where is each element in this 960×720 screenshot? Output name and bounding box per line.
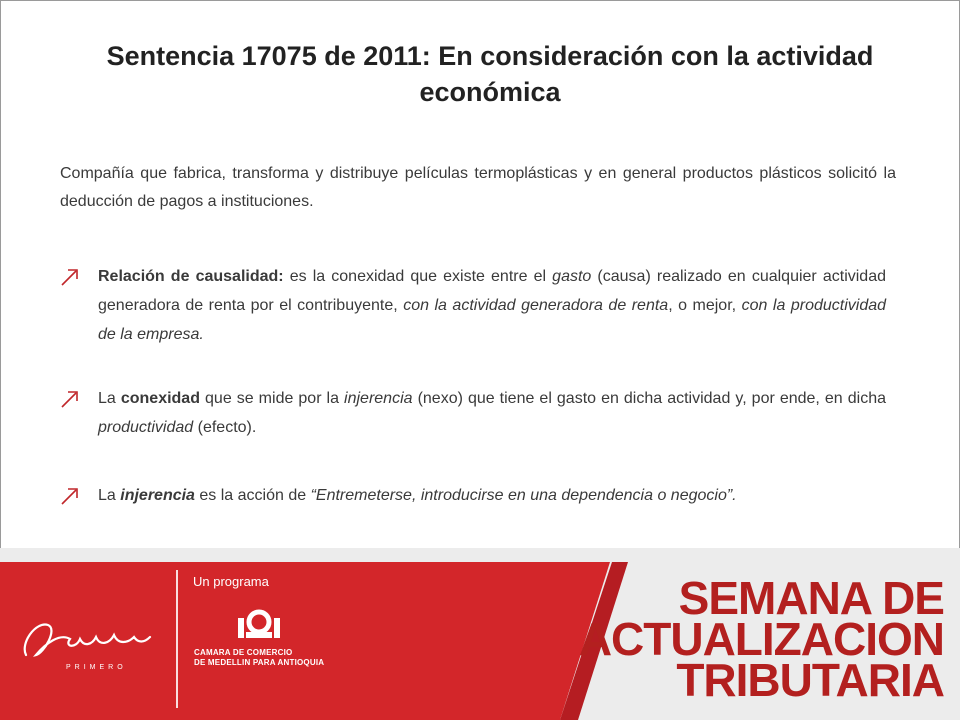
diagonal-arrow-icon xyxy=(60,267,80,287)
footer-banner xyxy=(0,548,960,720)
bullet-fragment: productividad xyxy=(98,419,194,436)
bullet-item xyxy=(60,384,886,442)
semana-line-2: ACTUALIZACION xyxy=(578,613,944,665)
bullet-item xyxy=(60,262,886,349)
semana-line-3: TRIBUTARIA xyxy=(676,654,944,706)
bullet-fragment: que se mide por la xyxy=(199,390,345,407)
camara-line-2: DE MEDELLIN PARA ANTIOQUIA xyxy=(194,658,325,667)
bullet-fragment: conexidad xyxy=(120,390,200,407)
bullet-fragment: con la actividad generadora de renta xyxy=(403,297,669,314)
bullet-item xyxy=(60,481,886,510)
afiliado-logo xyxy=(18,603,158,673)
intro-paragraph: Compañía que fabrica, transforma y distribuye películas termoplásticas y en general productos plásticos solicitó la deducción de pagos a instituciones. xyxy=(60,165,896,210)
footer-separator xyxy=(176,570,178,708)
bullet-fragment: gasto xyxy=(552,268,592,285)
diagonal-arrow-icon xyxy=(60,486,80,506)
slide-title: Sentencia 17075 de 2011: En consideración con la actividad económica xyxy=(106,41,874,107)
bullet-fragment: con la productividad de la empresa. xyxy=(98,297,887,343)
bullet-fragment: “Entremeterse, introducirse en una dependencia o negocio”. xyxy=(310,487,737,504)
bullet-fragment: La xyxy=(98,487,121,504)
diagonal-arrow-icon xyxy=(60,389,80,409)
bullet-text xyxy=(98,384,886,442)
svg-text:PRIMERO: PRIMERO xyxy=(66,664,127,671)
bullet-fragment: (efecto). xyxy=(193,419,257,436)
semana-line-1: SEMANA DE xyxy=(678,572,944,624)
semana-logo-text xyxy=(578,572,944,706)
programa-label: Un programa xyxy=(193,574,269,589)
bullet-fragment: Relación de causalidad: xyxy=(98,268,284,285)
camara-comercio-name xyxy=(194,648,324,668)
bullet-fragment: , o mejor, xyxy=(668,297,742,314)
camara-line-1: CAMARA DE COMERCIO xyxy=(194,648,293,657)
camara-comercio-logo-icon xyxy=(236,608,282,644)
bullet-fragment: injerencia xyxy=(344,390,413,407)
bullet-text xyxy=(98,481,886,510)
bullet-fragment: La xyxy=(98,390,121,407)
bullet-text xyxy=(98,262,886,349)
bullet-fragment: es la acción de xyxy=(194,487,311,504)
bullet-fragment: (nexo) que tiene el gasto en dicha actividad y, por ende, en dicha xyxy=(412,390,886,407)
bullet-fragment: (causa) realizado en cualquier actividad generadora de renta por el contribuyente, xyxy=(98,268,886,314)
bullet-fragment: es la conexidad que existe entre el xyxy=(283,268,553,285)
bullet-fragment: injerencia xyxy=(120,487,195,504)
